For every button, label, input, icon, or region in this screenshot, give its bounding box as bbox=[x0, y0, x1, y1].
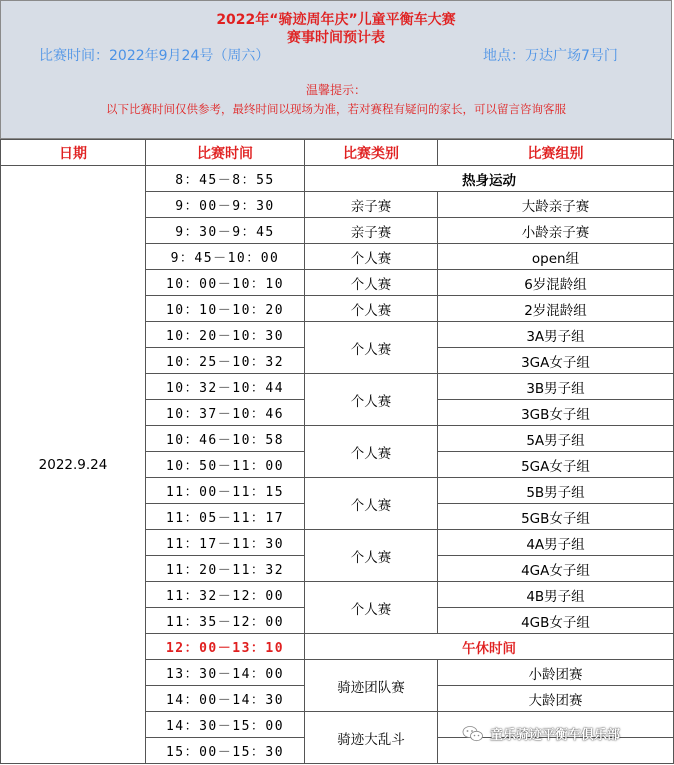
group-cell bbox=[438, 738, 674, 764]
group-cell: 5B男子组 bbox=[438, 478, 674, 504]
category-cell: 个人赛 bbox=[305, 530, 438, 582]
time-cell: 14：00－14：30 bbox=[146, 686, 305, 712]
group-cell: 5GB女子组 bbox=[438, 504, 674, 530]
category-cell: 个人赛 bbox=[305, 244, 438, 270]
tip-text: 以下比赛时间仅供参考，最终时间以现场为准，若对赛程有疑问的家长，可以留言咨询客服 bbox=[106, 102, 566, 116]
category-cell: 骑迹团队赛 bbox=[305, 660, 438, 712]
time-cell: 9：30－9：45 bbox=[146, 218, 305, 244]
group-cell: 4B男子组 bbox=[438, 582, 674, 608]
category-cell: 亲子赛 bbox=[305, 192, 438, 218]
time-cell: 10：00－10：10 bbox=[146, 270, 305, 296]
group-cell: 大龄亲子赛 bbox=[438, 192, 674, 218]
time-cell: 10：32－10：44 bbox=[146, 374, 305, 400]
time-cell: 15：00－15：30 bbox=[146, 738, 305, 764]
group-cell: 3B男子组 bbox=[438, 374, 674, 400]
time-cell: 8：45－8：55 bbox=[146, 166, 305, 192]
column-header-date: 日期 bbox=[1, 140, 146, 166]
group-cell: open组 bbox=[438, 244, 674, 270]
group-cell: 4GB女子组 bbox=[438, 608, 674, 634]
group-cell: 4GA女子组 bbox=[438, 556, 674, 582]
table-header-row bbox=[1, 140, 674, 166]
group-cell: 小龄亲子赛 bbox=[438, 218, 674, 244]
time-cell: 9：00－9：30 bbox=[146, 192, 305, 218]
event-date: 比赛时间：2022年9月24号（周六） bbox=[39, 48, 270, 64]
time-cell: 11：20－11：32 bbox=[146, 556, 305, 582]
column-header-time: 比赛时间 bbox=[146, 140, 305, 166]
group-cell: 4A男子组 bbox=[438, 530, 674, 556]
time-cell: 11：00－11：15 bbox=[146, 478, 305, 504]
category-cell: 个人赛 bbox=[305, 322, 438, 374]
group-cell bbox=[438, 712, 674, 738]
group-cell: 2岁混龄组 bbox=[438, 296, 674, 322]
time-cell: 10：10－10：20 bbox=[146, 296, 305, 322]
lunch-break-cell: 午休时间 bbox=[305, 634, 674, 660]
page-subtitle: 赛事时间预计表 bbox=[287, 30, 385, 46]
group-cell: 3A男子组 bbox=[438, 322, 674, 348]
group-cell: 热身运动 bbox=[305, 166, 674, 192]
category-cell: 个人赛 bbox=[305, 270, 438, 296]
time-cell: 13：30－14：00 bbox=[146, 660, 305, 686]
tip-title: 温馨提示： bbox=[305, 83, 366, 97]
group-cell: 3GB女子组 bbox=[438, 400, 674, 426]
column-header-category: 比赛类别 bbox=[305, 140, 438, 166]
time-cell: 10：25－10：32 bbox=[146, 348, 305, 374]
time-cell: 10：20－10：30 bbox=[146, 322, 305, 348]
event-location: 地点：万达广场7号门 bbox=[483, 48, 618, 64]
schedule-table bbox=[0, 139, 674, 764]
category-cell: 个人赛 bbox=[305, 478, 438, 530]
column-header-group: 比赛组别 bbox=[438, 140, 674, 166]
group-cell: 小龄团赛 bbox=[438, 660, 674, 686]
time-cell: 11：32－12：00 bbox=[146, 582, 305, 608]
time-cell: 11：05－11：17 bbox=[146, 504, 305, 530]
category-cell: 骑迹大乱斗 bbox=[305, 712, 438, 764]
category-cell: 个人赛 bbox=[305, 296, 438, 322]
time-cell: 10：37－10：46 bbox=[146, 400, 305, 426]
group-cell: 大龄团赛 bbox=[438, 686, 674, 712]
date-cell: 2022.9.24 bbox=[1, 166, 146, 764]
table-row bbox=[1, 166, 674, 192]
time-cell: 11：35－12：00 bbox=[146, 608, 305, 634]
page-title: 2022年“骑迹周年庆”儿童平衡车大赛 bbox=[216, 12, 456, 28]
group-cell: 3GA女子组 bbox=[438, 348, 674, 374]
group-cell: 6岁混龄组 bbox=[438, 270, 674, 296]
group-cell: 5A男子组 bbox=[438, 426, 674, 452]
category-cell: 个人赛 bbox=[305, 374, 438, 426]
category-cell: 个人赛 bbox=[305, 426, 438, 478]
category-cell: 亲子赛 bbox=[305, 218, 438, 244]
time-cell: 10：50－11：00 bbox=[146, 452, 305, 478]
watermark-text: 童乐骑迹平衡车俱乐部 bbox=[490, 728, 621, 743]
time-cell: 14：30－15：00 bbox=[146, 712, 305, 738]
category-cell: 个人赛 bbox=[305, 582, 438, 634]
time-cell: 11：17－11：30 bbox=[146, 530, 305, 556]
time-cell: 10：46－10：58 bbox=[146, 426, 305, 452]
header-panel bbox=[0, 0, 672, 139]
group-cell: 5GA女子组 bbox=[438, 452, 674, 478]
time-cell: 9：45－10：00 bbox=[146, 244, 305, 270]
time-cell: 12：00－13：10 bbox=[146, 634, 305, 660]
